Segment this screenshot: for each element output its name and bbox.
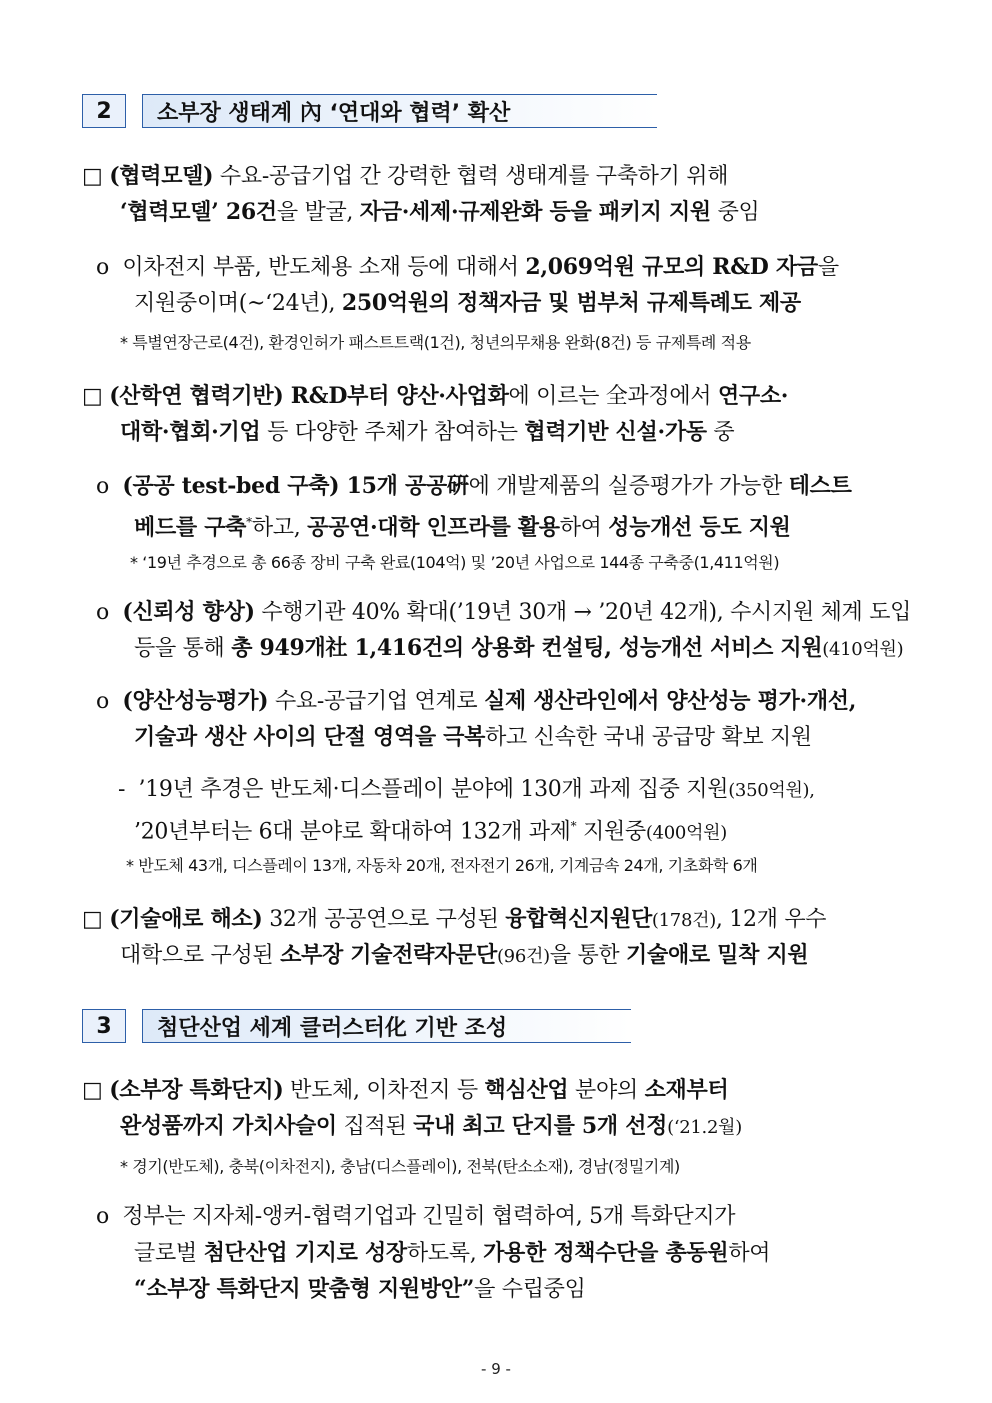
paragraph-industry-academia-line2: 대학·협회·기업 등 다양한 주체가 참여하는 협력기반 신설·가동 중	[120, 419, 735, 445]
box-bullet-icon: □	[82, 164, 103, 189]
subitem-rnd-funding-line2: 지원중이며(~‘24년), 250억원의 정책자금 및 범부처 규제특례도 제공	[134, 290, 801, 316]
subitem-government-plan-line2: 글로벌 첨단산업 기지로 성장하도록, 가용한 정책수단을 총동원하여	[134, 1240, 771, 1266]
dash-item-supplementary-line2: ’20년부터는 6대 분야로 확대하여 132개 과제* 지원중(400억원)	[134, 819, 727, 845]
paragraph-tech-difficulty-line2: 대학으로 구성된 소부장 기술전략자문단(96건)을 통한 기술애로 밀착 지원	[120, 942, 809, 968]
circle-bullet-icon: ο	[96, 689, 109, 714]
section-3-header	[82, 1009, 631, 1043]
paragraph-special-complex: □ (소부장 특화단지) 반도체, 이차전지 등 핵심산업 분야의 소재부터	[82, 1072, 728, 1109]
footnote-testbed: * ‘19년 추경으로 총 66종 장비 구축 완료(104억) 및 ’20년 사업으로 144종 구축중(1,411억원)	[130, 553, 780, 572]
paragraph-cooperation-model: □ (협력모델) 수요-공급기업 간 강력한 협력 생태계를 구축하기 위해	[82, 158, 728, 195]
subitem-testbed: ο (공공 test-bed 구축) 15개 공공硏에 개발제품의 실증평가가 가능한 테스트	[96, 468, 852, 505]
box-bullet-icon: □	[82, 384, 103, 409]
dash-item-supplementary: - ’19년 추경은 반도체·디스플레이 분야에 130개 과제 집중 지원(350억원),	[118, 772, 815, 809]
paragraph-cooperation-model-line2: ‘협력모델’ 26건을 발굴, 자금·세제·규제완화 등을 패키지 지원 중임	[120, 199, 760, 225]
box-bullet-icon: □	[82, 907, 103, 932]
circle-bullet-icon: ο	[96, 600, 109, 625]
box-bullet-icon: □	[82, 1078, 103, 1103]
paragraph-special-complex-line2: 완성품까지 가치사슬이 집적된 국내 최고 단지를 5개 선정(‘21.2월)	[120, 1113, 742, 1139]
paragraph-industry-academia: □ (산학연 협력기반) R&D부터 양산·사업화에 이르는 全과정에서 연구소·	[82, 378, 788, 415]
subitem-mass-production: ο (양산성능평가) 수요-공급기업 연계로 실제 생산라인에서 양산성능 평가·개선,	[96, 683, 856, 720]
footnote-regulatory: * 특별연장근로(4건), 환경인허가 패스트트랙(1건), 청년의무채용 완화(8건) 등 규제특례 적용	[120, 333, 751, 352]
subitem-reliability: ο (신뢰성 향상) 수행기관 40% 확대(’19년 30개 → ’20년 42개), 수시지원 체계 도입	[96, 594, 911, 631]
circle-bullet-icon: ο	[96, 474, 109, 499]
circle-bullet-icon: ο	[96, 1204, 109, 1229]
section-number: 3	[82, 1009, 126, 1043]
subitem-government-plan: ο 정부는 지자체-앵커-협력기업과 긴밀히 협력하여, 5개 특화단지가	[96, 1199, 735, 1235]
dash-bullet-icon: -	[118, 777, 126, 802]
section-title: 소부장 생태계 內 ‘연대와 협력’ 확산	[142, 94, 657, 128]
subitem-rnd-funding: ο 이차전지 부품, 반도체용 소재 등에 대해서 2,069억원 규모의 R&D 자금을	[96, 249, 839, 286]
section-title: 첨단산업 세계 클러스터化 기반 조성	[142, 1009, 631, 1043]
subitem-mass-production-line2: 기술과 생산 사이의 단절 영역을 극복하고 신속한 국내 공급망 확보 지원	[134, 724, 812, 750]
subitem-government-plan-line3: “소부장 특화단지 맞춤형 지원방안”을 수립중임	[134, 1276, 586, 1302]
section-number: 2	[82, 94, 126, 128]
subitem-testbed-line2: 베드를 구축*하고, 공공연·대학 인프라를 활용하여 성능개선 등도 지원	[134, 514, 791, 541]
section-2-header	[82, 94, 657, 128]
subitem-reliability-line2: 등을 통해 총 949개社 1,416건의 상용화 컨설팅, 성능개선 서비스 지원(410억원)	[134, 635, 904, 661]
footnote-fields: * 반도체 43개, 디스플레이 13개, 자동차 20개, 전자전기 26개, 기계금속 24개, 기초화학 6개	[126, 856, 758, 875]
footnote-regions: * 경기(반도체), 충북(이차전지), 충남(디스플레이), 전북(탄소소재), 경남(정밀기계)	[120, 1157, 680, 1176]
page-number: - 9 -	[481, 1360, 511, 1378]
paragraph-tech-difficulty: □ (기술애로 해소) 32개 공공연으로 구성된 융합혁신지원단(178건), 12개 우수	[82, 901, 826, 939]
circle-bullet-icon: ο	[96, 255, 109, 280]
